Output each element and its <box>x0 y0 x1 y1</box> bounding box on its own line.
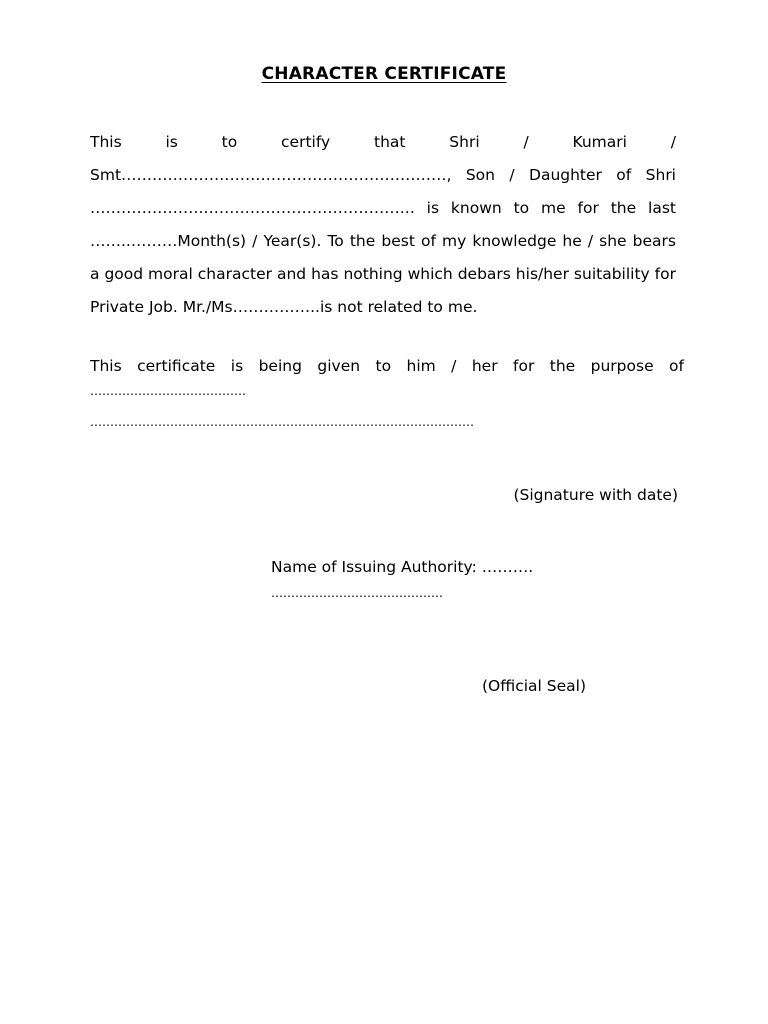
certificate-body-paragraph: This is to certify that Shri / Kumari / Smt………………………………………………………, Son / Daughter of Shri ………………….………………………………….. is known to me for the last ……..………Month(s) / Year(s). To the best of my knowledge he / she bears a good moral character and has nothing which debars his/her suitability for Private Job. Mr./Ms……………..is not related to me. <box>90 133 676 316</box>
certificate-title: CHARACTER CERTIFICATE <box>261 64 507 84</box>
issuing-authority-label: Name of Issuing Authority: ………. <box>271 558 534 576</box>
purpose-blank-line-1: ………………………………… <box>90 384 246 398</box>
purpose-paragraph: This certificate is being given to him / her for the purpose of <box>90 357 684 375</box>
purpose-blank-line-2: …………………………………………………………………………………… <box>90 415 474 429</box>
issuing-authority-blank-line: ……………………………………. <box>271 586 443 600</box>
signature-label: (Signature with date) <box>513 486 678 504</box>
official-seal-label: (Official Seal) <box>482 677 587 695</box>
